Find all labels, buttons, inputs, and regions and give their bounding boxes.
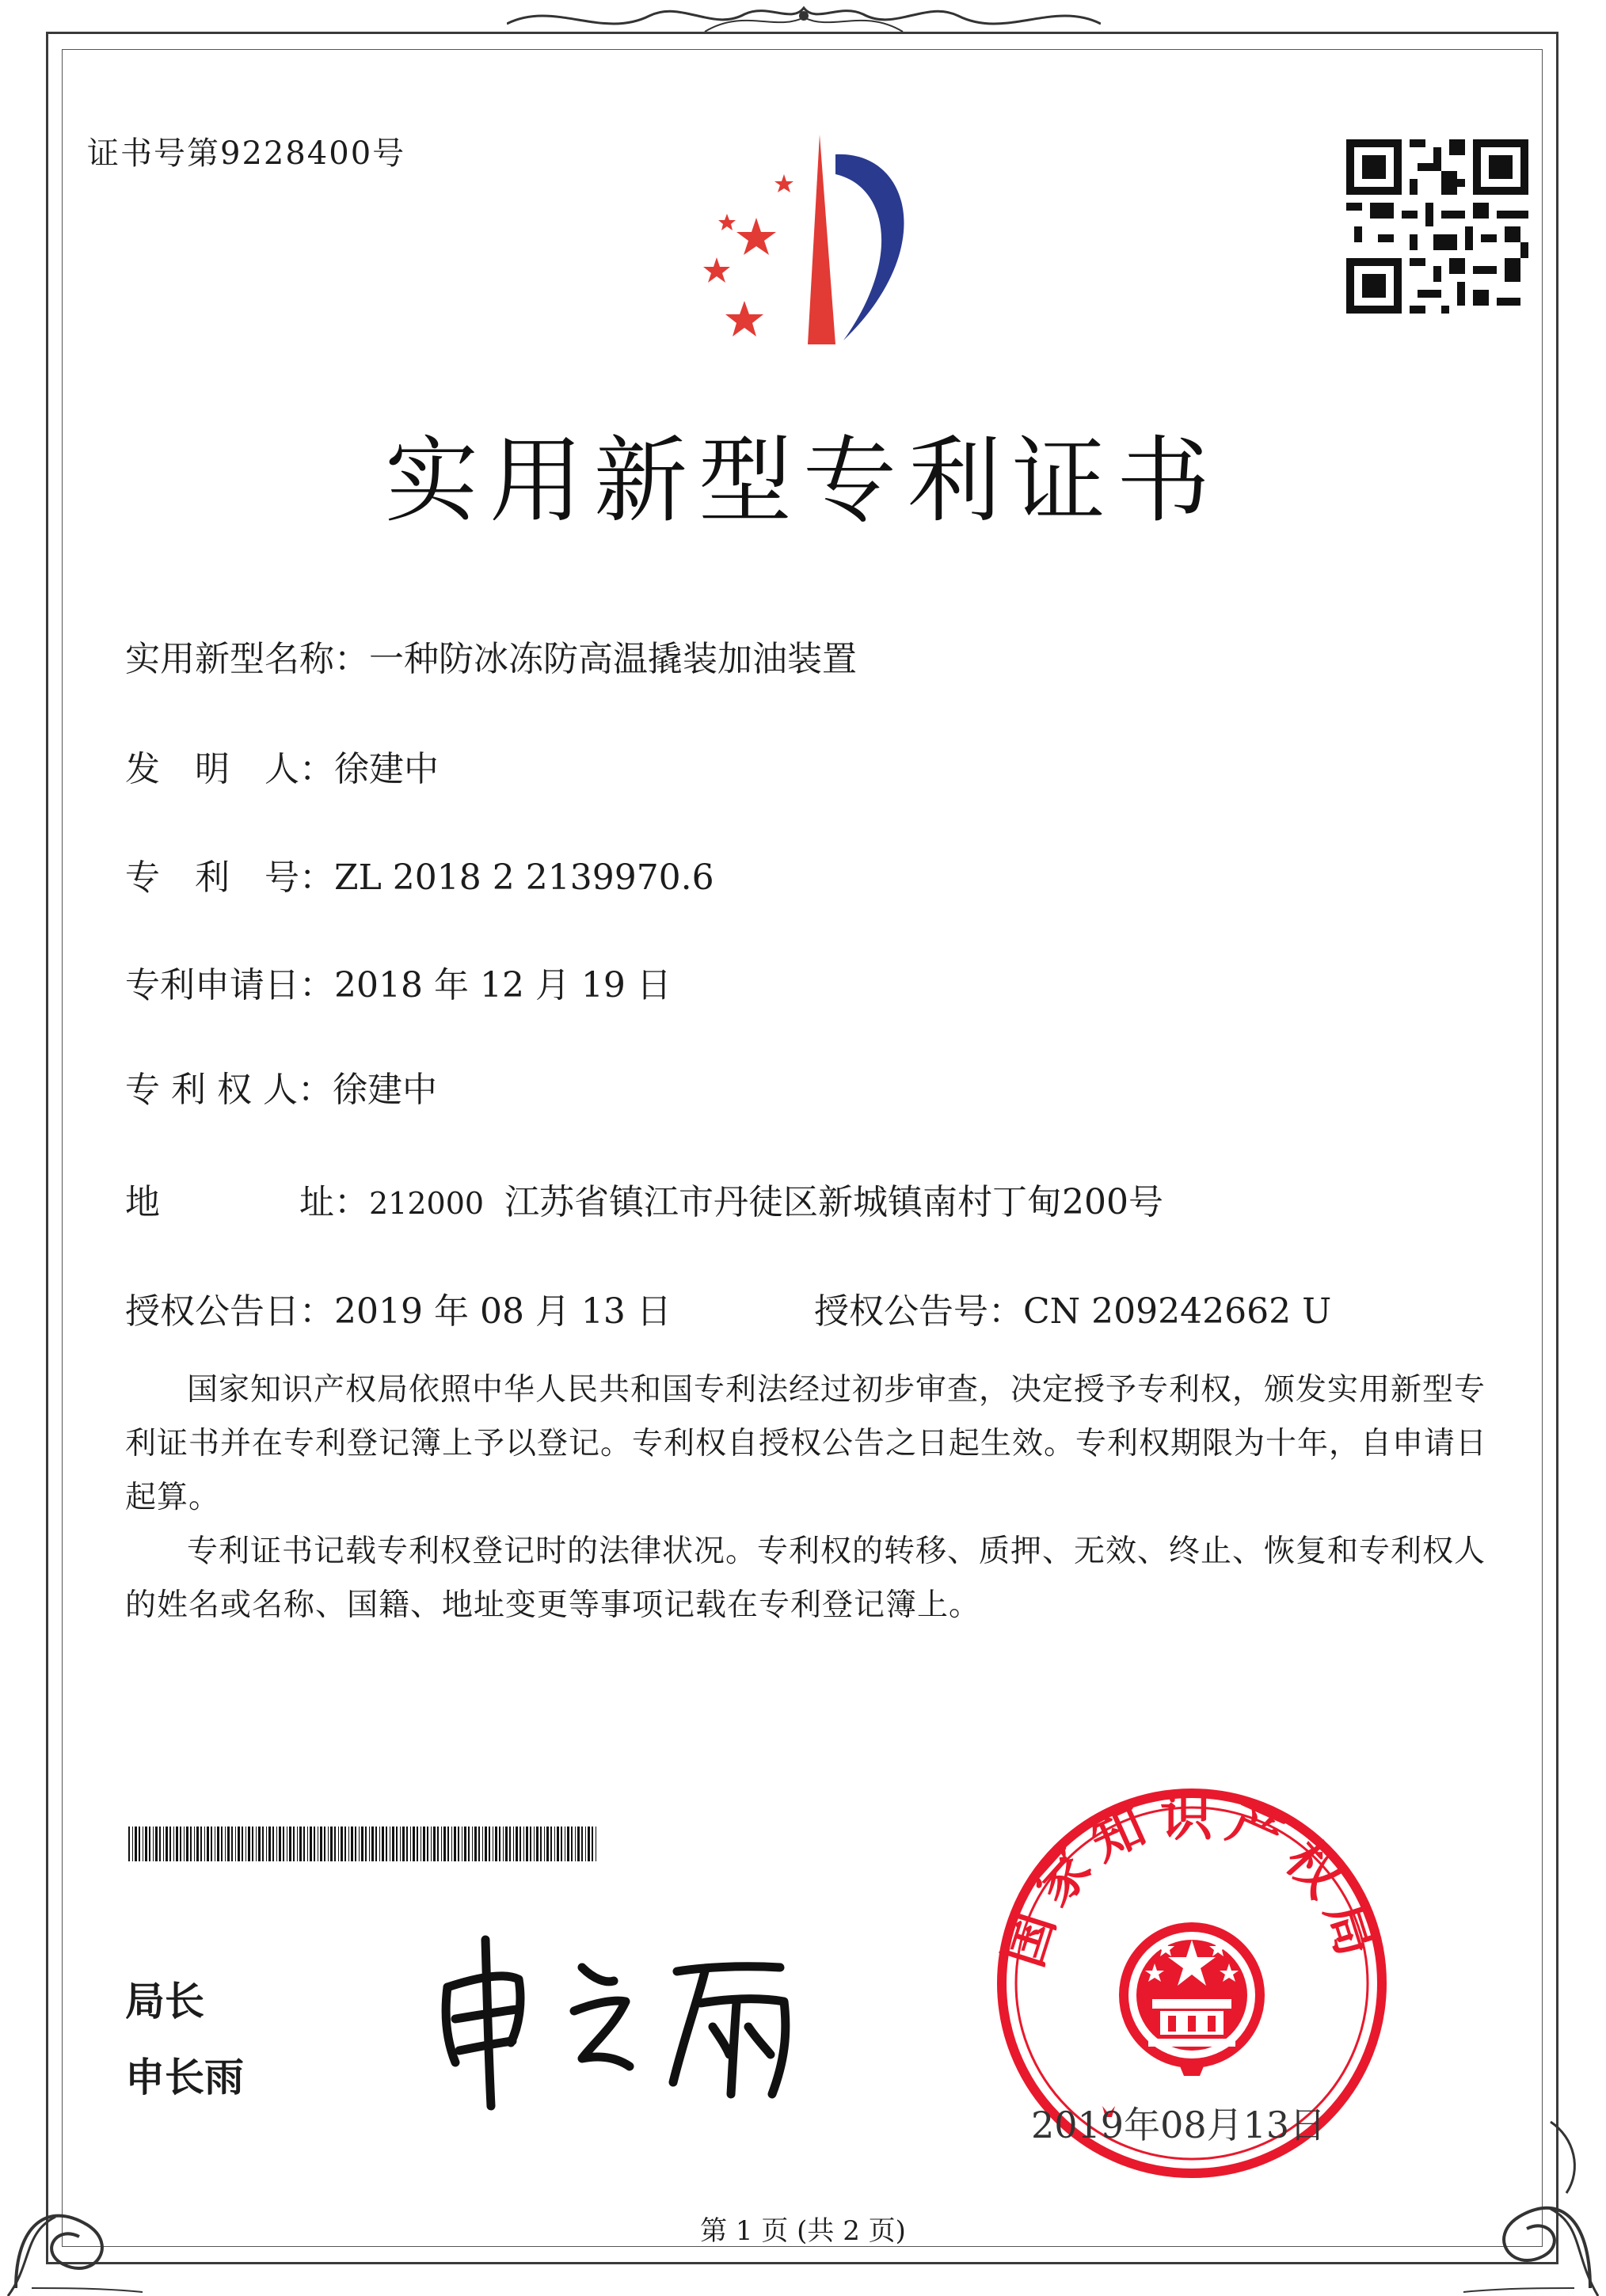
qr-code xyxy=(1346,139,1528,314)
field-patentee xyxy=(125,1061,437,1112)
page-indicator: 第 1 页 (共 2 页) xyxy=(700,2215,906,2247)
top-ornament xyxy=(507,0,1101,40)
bottom-left-ornament xyxy=(0,2106,150,2296)
seal-text: 国家知识产权局 xyxy=(992,1786,1391,1975)
barcode xyxy=(128,1827,597,1861)
seal-date: 2019年08月13日 xyxy=(1031,2104,1326,2146)
legal-statement xyxy=(125,1363,1487,1633)
director-title: 局长 xyxy=(125,1979,204,2024)
paragraph: 专利证书记载专利权登记时的法律状况。专利权的转移、质押、无效、终止、恢复和专利权人的姓名或名称、国籍、地址变更等事项记载在专利登记簿上。 xyxy=(125,1534,1486,1623)
field-publication-date xyxy=(125,1283,672,1333)
field-value: 一种防冰冻防高温撬装加油装置 xyxy=(369,639,857,679)
field-value: 徐建中 xyxy=(334,749,439,789)
field-label-b: 址： xyxy=(299,1182,369,1222)
field-label: 实用新型名称： xyxy=(125,639,369,679)
cnipa-logo-icon xyxy=(673,131,942,352)
field-label: 授权公告日： xyxy=(125,1291,334,1332)
field-label: 专 利 号： xyxy=(125,857,334,898)
field-value: 2019 年 08 月 13 日 xyxy=(334,1291,672,1332)
field-value: CN 209242662 U xyxy=(1023,1291,1332,1332)
field-inventor xyxy=(125,740,439,791)
field-utility-model-name xyxy=(125,630,857,681)
field-value: 徐建中 xyxy=(332,1070,437,1110)
bottom-right-ornament xyxy=(1456,2090,1606,2296)
field-patent-number xyxy=(125,849,714,899)
handwritten-signature xyxy=(424,1924,835,2114)
field-publication-number xyxy=(814,1283,1331,1333)
field-label: 专 利 权 人： xyxy=(125,1070,333,1110)
field-value: 江苏省镇江市丹徒区新城镇南村丁甸200号 xyxy=(504,1182,1164,1222)
field-label: 授权公告号： xyxy=(814,1291,1023,1332)
director-name: 申长雨 xyxy=(125,2055,244,2100)
field-application-date xyxy=(125,956,672,1007)
field-label: 发 明 人： xyxy=(125,749,334,789)
field-value: ZL 2018 2 2139970.6 xyxy=(334,857,714,898)
field-value: 2018 年 12 月 19 日 xyxy=(334,965,672,1005)
field-label-a: 地 xyxy=(125,1182,160,1222)
paragraph: 国家知识产权局依照中华人民共和国专利法经过初步审查，决定授予专利权，颁发实用新型专利证书并在专利登记簿上予以登记。专利权自授权公告之日起生效。专利权期限为十年，自申请日起算。 xyxy=(125,1372,1488,1515)
certificate-number: 证书号第9228400号 xyxy=(87,135,406,172)
field-label: 专利申请日： xyxy=(125,965,334,1005)
certificate-title: 实用新型专利证书 xyxy=(384,426,1221,535)
postcode: 212000 xyxy=(369,1186,485,1221)
field-address xyxy=(125,1173,1163,1224)
